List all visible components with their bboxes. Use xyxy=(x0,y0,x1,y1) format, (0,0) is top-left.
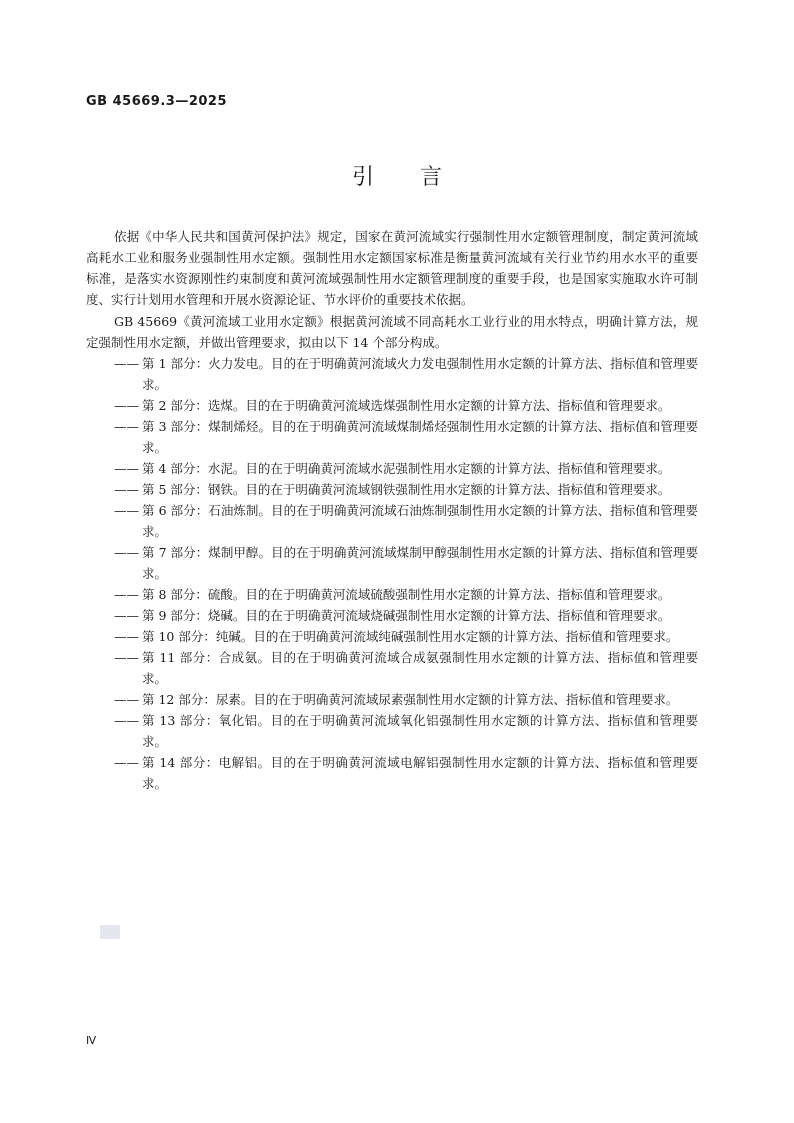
list-item-text: 第 7 部分：煤制甲醇。目的在于明确黄河流域煤制甲醇强制性用水定额的计算方法、指标值和管理要求。 xyxy=(142,545,698,581)
list-item-text: 第 10 部分：纯碱。目的在于明确黄河流域纯碱强制性用水定额的计算方法、指标值和管理要求。 xyxy=(142,629,679,644)
intro-paragraph-1: 依据《中华人民共和国黄河保护法》规定，国家在黄河流域实行强制性用水定额管理制度，制定黄河流域高耗水工业和服务业强制性用水定额。强制性用水定额国家标准是衡量黄河流域有关行业节约用水水平的重要标准，是落实水资源刚性约束制度和黄河流域强制性用水定额管理制度的重要手段，也是国家实施取水许可制度、实行计划用水管理和开展水资源论证、节水评价的重要技术依据。 xyxy=(86,229,698,307)
list-dash: —— xyxy=(114,692,139,707)
list-dash: —— xyxy=(114,545,139,560)
list-item-text: 第 14 部分：电解铝。目的在于明确黄河流域电解铝强制性用水定额的计算方法、指标值和管理要求。 xyxy=(142,755,698,791)
list-item xyxy=(114,605,698,626)
list-item-text: 第 5 部分：钢铁。目的在于明确黄河流域钢铁强制性用水定额的计算方法、指标值和管理要求。 xyxy=(142,482,671,497)
list-item-text: 第 4 部分：水泥。目的在于明确黄河流域水泥强制性用水定额的计算方法、指标值和管理要求。 xyxy=(142,461,671,476)
list-item xyxy=(114,689,698,710)
list-item-text: 第 2 部分：选煤。目的在于明确黄河流域选煤强制性用水定额的计算方法、指标值和管理要求。 xyxy=(142,398,671,413)
list-dash: —— xyxy=(114,587,139,602)
list-item xyxy=(114,626,698,647)
document-body xyxy=(86,226,698,794)
list-item-text: 第 1 部分：火力发电。目的在于明确黄河流域火力发电强制性用水定额的计算方法、指标值和管理要求。 xyxy=(142,356,698,392)
list-dash: —— xyxy=(114,755,139,770)
list-item-text: 第 11 部分：合成氨。目的在于明确黄河流域合成氨强制性用水定额的计算方法、指标值和管理要求。 xyxy=(142,650,698,686)
list-dash: —— xyxy=(114,629,139,644)
list-dash: —— xyxy=(114,482,139,497)
list-item xyxy=(114,752,698,794)
list-item xyxy=(114,395,698,416)
list-item xyxy=(114,353,698,395)
list-dash: —— xyxy=(114,461,139,476)
list-dash: —— xyxy=(114,503,139,518)
list-dash: —— xyxy=(114,398,139,413)
page-title: 引言 xyxy=(351,165,488,190)
page-number: Ⅳ xyxy=(86,1035,97,1047)
list-item xyxy=(114,710,698,752)
list-dash: —— xyxy=(114,650,139,665)
list-item xyxy=(114,500,698,542)
list-dash: —— xyxy=(114,608,139,623)
list-item xyxy=(114,584,698,605)
list-item xyxy=(114,458,698,479)
intro-paragraph-2: GB 45669《黄河流域工业用水定额》根据黄河流域不同高耗水工业行业的用水特点，明确计算方法，规定强制性用水定额，并做出管理要求，拟由以下 14 个部分构成。 xyxy=(86,314,698,350)
list-dash: —— xyxy=(114,713,139,728)
parts-list xyxy=(86,353,698,794)
list-item-text: 第 9 部分：烧碱。目的在于明确黄河流域烧碱强制性用水定额的计算方法、指标值和管理要求。 xyxy=(142,608,671,623)
list-item-text: 第 6 部分：石油炼制。目的在于明确黄河流域石油炼制强制性用水定额的计算方法、指标值和管理要求。 xyxy=(142,503,698,539)
sac-watermark-logo xyxy=(100,925,120,939)
list-item xyxy=(114,416,698,458)
list-dash: —— xyxy=(114,419,139,434)
list-item-text: 第 8 部分：硫酸。目的在于明确黄河流域硫酸强制性用水定额的计算方法、指标值和管理要求。 xyxy=(142,587,671,602)
list-item-text: 第 13 部分：氧化铝。目的在于明确黄河流域氧化铝强制性用水定额的计算方法、指标值和管理要求。 xyxy=(142,713,698,749)
list-item-text: 第 12 部分：尿素。目的在于明确黄河流域尿素强制性用水定额的计算方法、指标值和管理要求。 xyxy=(142,692,679,707)
list-item xyxy=(114,647,698,689)
standard-number: GB 45669.3—2025 xyxy=(86,94,227,109)
list-item xyxy=(114,542,698,584)
list-item xyxy=(114,479,698,500)
list-item-text: 第 3 部分：煤制烯烃。目的在于明确黄河流域煤制烯烃强制性用水定额的计算方法、指标值和管理要求。 xyxy=(142,419,698,455)
list-dash: —— xyxy=(114,356,139,371)
